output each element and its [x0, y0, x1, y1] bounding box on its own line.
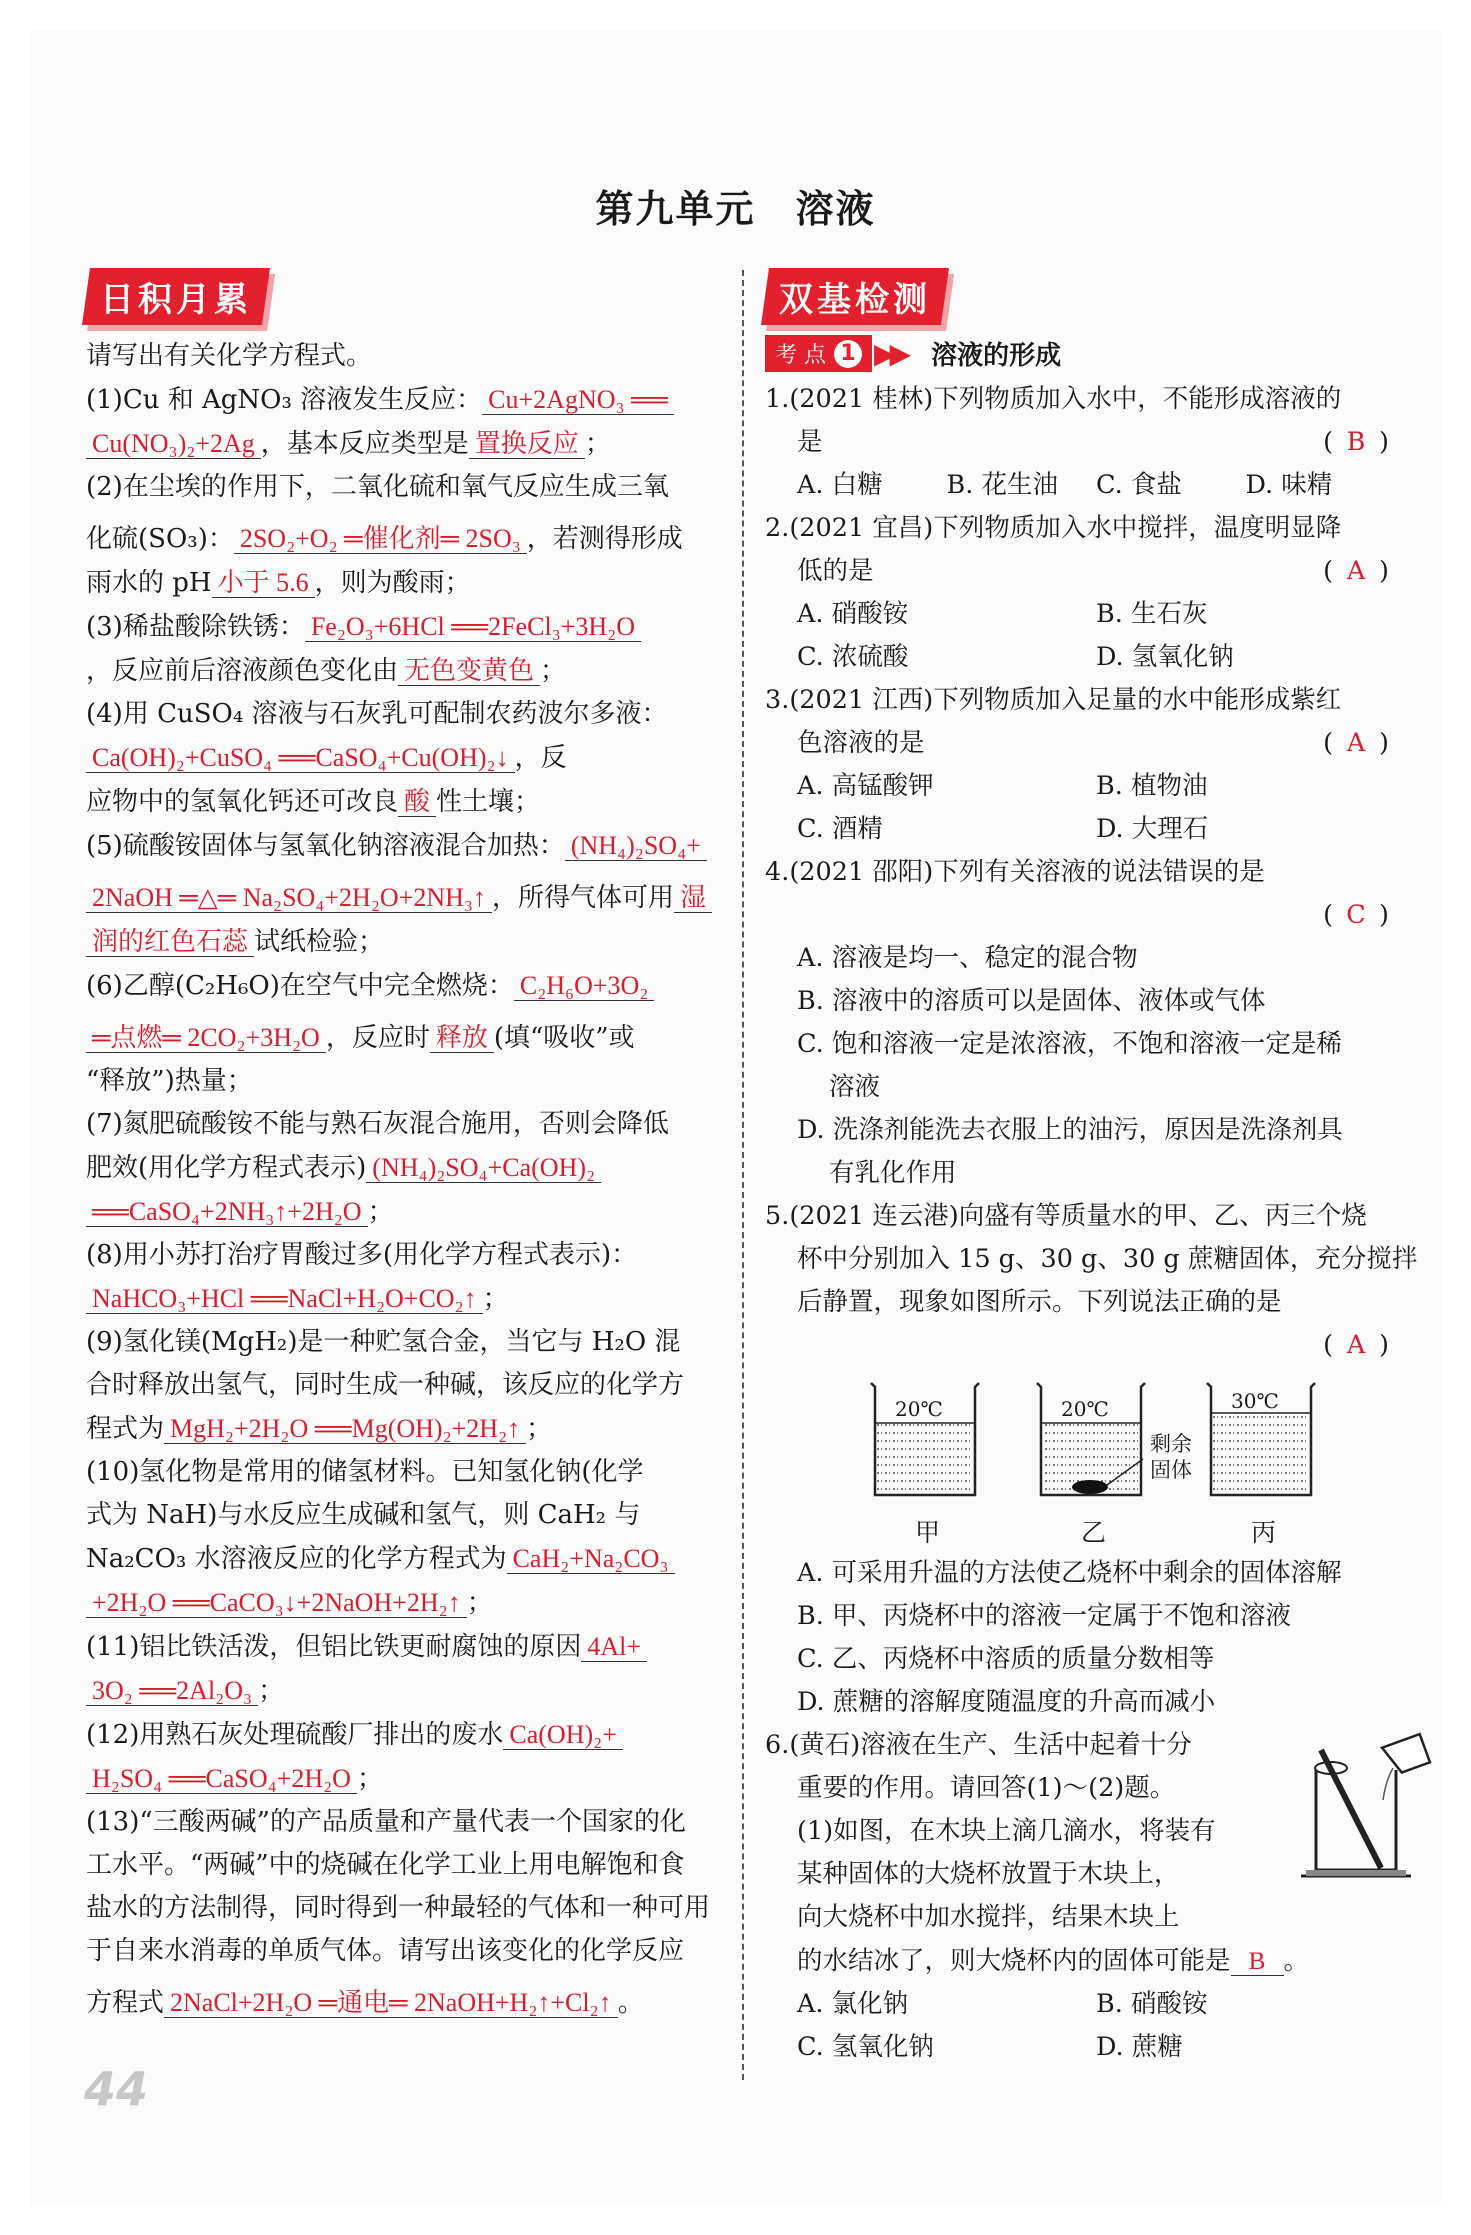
- question-5-paren-row: [765, 1324, 1395, 1367]
- question-6-stem4: 某种固体的大烧杯放置于木块上，: [797, 1859, 1180, 1889]
- question-4-paren-row: [765, 894, 1395, 937]
- kaodian-number: 1: [834, 340, 862, 368]
- item-12: (12)用熟石灰处理硫酸厂排出的废水 Ca(OH)₂+: [86, 1713, 726, 1757]
- item-7-cont: 肥效(用化学方程式表示) (NH₄)₂SO₄+Ca(OH)₂: [86, 1146, 726, 1190]
- intro-text: 请写出有关化学方程式。: [86, 341, 373, 371]
- item-9: (9)氢化镁(MgH₂)是一种贮氢合金，当它与 H₂O 混: [86, 1327, 681, 1357]
- beaker-bing-label: 丙: [1251, 1518, 1277, 1547]
- item-9-cont2: 程式为 MgH₂+2H₂O ══Mg(OH)₂+2H₂↑ ；: [86, 1414, 553, 1444]
- question-4-option-d: D. 洗涤剂能洗去衣服上的油污，原因是洗涤剂具: [797, 1115, 1343, 1145]
- item-2: (2)在尘埃的作用下，二氧化硫和氧气反应生成三氧: [86, 472, 669, 502]
- item-10: (10)氢化物是常用的储氢材料。已知氢化钠(化学: [86, 1457, 644, 1487]
- question-5-option-d: D. 蔗糖的溶解度随温度的升高而减小: [797, 1687, 1216, 1717]
- question-3-options: A. 高锰酸钾 B. 植物油 C. 酒精 D. 大理石: [797, 771, 1209, 844]
- question-1-options: A. 白糖 B. 花生油 C. 食盐 D. 味精: [797, 470, 1333, 500]
- item-1: (1)Cu 和 AgNO₃ 溶液发生反应： Cu+2AgNO₃ ══: [86, 378, 726, 422]
- item-3-cont: ，反应前后溶液颜色变化由 无色变黄色 ；: [86, 656, 567, 686]
- question-5-stem: 5.(2021 连云港)向盛有等质量水的甲、乙、丙三个烧: [765, 1201, 1367, 1231]
- item-10-cont2: Na₂CO₃ 水溶液反应的化学方程式为 CaH₂+Na₂CO₃: [86, 1537, 726, 1581]
- item-7-cont2: ══CaSO₄+2NH₃↑+2H₂O ；: [86, 1190, 726, 1234]
- item-4: (4)用 CuSO₄ 溶液与石灰乳可配制农药波尔多液：: [86, 699, 668, 729]
- question-6-stem6: 的水结冰了，则大烧杯内的固体可能是 B 。: [797, 1946, 1310, 1976]
- question-5-stem3: 后静置，现象如图所示。下列说法正确的是: [797, 1287, 1282, 1317]
- item-11: (11)铝比铁活泼，但铝比铁更耐腐蚀的原因 4Al+: [86, 1625, 726, 1669]
- item-9-cont: 合时释放出氢气，同时生成一种碱，该反应的化学方: [86, 1370, 685, 1400]
- item-8: (8)用小苏打治疗胃酸过多(用化学方程式表示)：: [86, 1240, 638, 1270]
- item-4-cont2: 应物中的氢氧化钙还可改良 酸 性土壤；: [86, 787, 541, 817]
- question-6-stem: 6.(黄石)溶液在生产、生活中起着十分: [765, 1730, 1192, 1760]
- double-arrow-icon: ▶▶: [874, 337, 906, 370]
- item-7: (7)氮肥硫酸铵不能与熟石灰混合施用，否则会降低: [86, 1109, 669, 1139]
- question-1-stem2: 是 ( B ): [765, 421, 1395, 464]
- question-4-option-a: A. 溶液是均一、稳定的混合物: [797, 943, 1138, 973]
- page-number: 44: [84, 2062, 149, 2116]
- kaodian-badge: 考 点 1: [765, 335, 872, 372]
- item-13-cont3: 于自来水消毒的单质气体。请写出该变化的化学反应: [86, 1936, 685, 1966]
- item-12-cont: H₂SO₄ ══CaSO₄+2H₂O ；: [86, 1757, 726, 1801]
- beaker-figure: [765, 1373, 1395, 1548]
- question-6-options: A. 氯化钠 B. 硝酸铵 C. 氢氧化钠 D. 蔗糖: [797, 1989, 1208, 2062]
- page-title: 第九单元 溶液: [595, 187, 876, 231]
- left-column: [86, 268, 726, 2025]
- item-10-cont: 式为 NaH)与水反应生成碱和氢气，则 CaH₂ 与: [86, 1500, 641, 1530]
- item-5-cont2: 润的红色石蕊 试纸检验；: [86, 920, 726, 964]
- question-2-stem: 2.(2021 宜昌)下列物质加入水中搅拌，温度明显降: [765, 513, 1342, 543]
- item-8-cont: NaHCO₃+HCl ══NaCl+H₂O+CO₂↑ ；: [86, 1277, 726, 1321]
- item-13: (13)“三酸两碱”的产品质量和产量代表一个国家的化: [86, 1807, 686, 1837]
- question-4-option-c-cont: 溶液: [829, 1072, 881, 1102]
- item-5-cont: 2NaOH ═△═ Na₂SO₄+2H₂O+2NH₃↑ ，所得气体可用 湿: [86, 876, 726, 920]
- kaodian-title: 溶液的形成: [931, 341, 1062, 371]
- beaker-jia-label: 甲: [915, 1518, 941, 1547]
- item-10-cont3: +2H₂O ══CaCO₃↓+2NaOH+2H₂↑ ；: [86, 1581, 726, 1625]
- remaining-solid: [1072, 1480, 1108, 1494]
- item-4-cont: Ca(OH)₂+CuSO₄ ══CaSO₄+Cu(OH)₂↓ ，反: [86, 736, 726, 780]
- item-6-cont: ═点燃═ 2CO₂+3H₂O ，反应时 释放 (填“吸收”或: [86, 1016, 726, 1060]
- question-2-options: A. 硝酸铵 B. 生石灰 C. 浓硫酸 D. 氢氧化钠: [797, 599, 1234, 672]
- item-5: (5)硫酸铵固体与氢氧化钠溶液混合加热： (NH₄)₂SO₄+: [86, 824, 726, 868]
- beaker-yi-label: 乙: [1081, 1518, 1107, 1547]
- section-tag-riji: 日积月累: [82, 268, 270, 325]
- beaker-bing-temp: 30℃: [1231, 1389, 1279, 1413]
- question-6-stem2: 重要的作用。请回答(1)～(2)题。: [797, 1773, 1176, 1803]
- question-4-option-b: B. 溶液中的溶质可以是固体、液体或气体: [797, 986, 1266, 1016]
- beakers-diagram: [765, 1373, 1395, 1513]
- question-3-stem: 3.(2021 江西)下列物质加入足量的水中能形成紫红: [765, 685, 1342, 715]
- item-6: (6)乙醇(C₂H₆O)在空气中完全燃烧： C₂H₆O+3O₂: [86, 964, 726, 1008]
- item-13-cont: 工水平。“两碱”中的烧碱在化学工业上用电解饱和食: [86, 1850, 685, 1880]
- question-4-stem: 4.(2021 邵阳)下列有关溶液的说法错误的是: [765, 857, 1265, 887]
- section-tag-shuangji: 双基检测: [761, 268, 949, 325]
- answer-paren: ( A ): [1323, 1330, 1389, 1360]
- beaker-jia-temp: 20℃: [895, 1397, 943, 1421]
- answer-paren: ( C ): [1323, 900, 1389, 930]
- item-3: (3)稀盐酸除铁锈： Fe₂O₃+6HCl ══2FeCl₃+3H₂O: [86, 605, 726, 649]
- item-1-cont: Cu(NO₃)₂+2Ag ，基本反应类型是 置换反应 ；: [86, 422, 726, 466]
- question-6-stem3: (1)如图，在木块上滴几滴水，将装有: [797, 1816, 1216, 1846]
- question-4-option-c: C. 饱和溶液一定是浓溶液，不饱和溶液一定是稀: [797, 1029, 1342, 1059]
- stirring-beaker-figure: [1301, 1730, 1441, 1910]
- beaker-yi-temp: 20℃: [1061, 1397, 1109, 1421]
- answer-paren: ( A ): [1323, 556, 1389, 586]
- question-3-stem2: 色溶液的是 ( A ): [765, 722, 1395, 765]
- question-5-option-a: A. 可采用升温的方法使乙烧杯中剩余的固体溶解: [797, 1558, 1342, 1588]
- remaining-solid-label: 剩余固体: [1150, 1432, 1192, 1482]
- question-1-stem: 1.(2021 桂林)下列物质加入水中，不能形成溶液的: [765, 384, 1342, 414]
- item-6-cont2: “释放”)热量；: [86, 1066, 253, 1096]
- item-13-cont2: 盐水的方法制得，同时得到一种最轻的气体和一种可用: [86, 1893, 711, 1923]
- item-2-cont2: 雨水的 pH 小于 5.6 ，则为酸雨；: [86, 568, 471, 598]
- kaodian-header: [765, 335, 1395, 372]
- question-5-option-b: B. 甲、丙烧杯中的溶液一定属于不饱和溶液: [797, 1601, 1291, 1631]
- answer-paren: ( A ): [1323, 728, 1389, 758]
- item-11-cont: 3O₂ ══2Al₂O₃ ；: [86, 1669, 726, 1713]
- question-5-option-c: C. 乙、丙烧杯中溶质的质量分数相等: [797, 1644, 1215, 1674]
- question-4-option-d-cont: 有乳化作用: [829, 1158, 957, 1188]
- question-2-stem2: 低的是 ( A ): [765, 550, 1395, 593]
- question-6-stem5: 向大烧杯中加水搅拌，结果木块上: [797, 1902, 1180, 1932]
- column-divider: [742, 270, 744, 2080]
- item-13-cont4: 方程式 2NaCl+2H₂O ═通电═ 2NaOH+H₂↑+Cl₂↑ 。: [86, 1988, 644, 2018]
- question-5-stem2: 杯中分别加入 15 g、30 g、30 g 蔗糖固体，充分搅拌: [797, 1244, 1418, 1274]
- answer-paren: ( B ): [1323, 427, 1389, 457]
- item-2-cont: 化硫(SO₃)： 2SO₂+O₂ ═催化剂═ 2SO₃ ，若测得形成: [86, 524, 683, 554]
